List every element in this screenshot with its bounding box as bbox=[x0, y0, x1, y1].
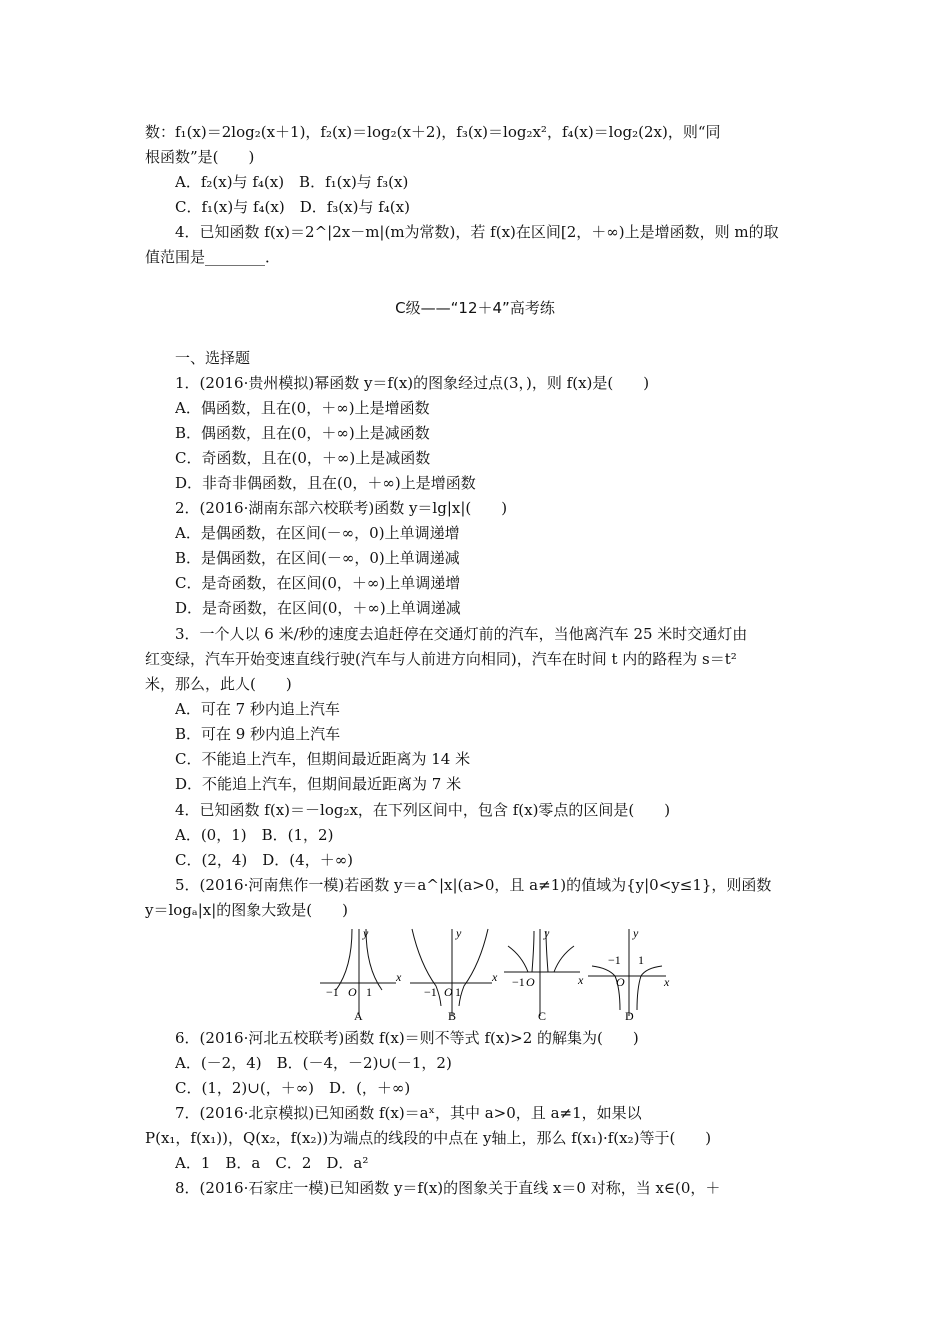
x-axis-label: x bbox=[492, 970, 498, 984]
option-line: C．f₁(x)与 f₄(x) D．f₃(x)与 f₄(x) bbox=[175, 198, 410, 216]
question-line: 1．(2016·贵州模拟)幂函数 y＝f(x)的图象经过点(3，)，则 f(x)是( ) bbox=[175, 374, 650, 392]
question-line: 6．(2016·河北五校联考)函数 f(x)＝则不等式 f(x)>2 的解集为( ) bbox=[175, 1029, 639, 1047]
section-heading: C级——“12＋4”高考练 bbox=[395, 299, 555, 317]
option-line: C．奇函数，且在(0，＋∞)上是减函数 bbox=[175, 449, 431, 467]
tick-label: −1 bbox=[424, 985, 437, 999]
graph-a bbox=[320, 926, 402, 1022]
option-line: A．(－2，4) B．(－4，－2)∪(－1，2) bbox=[175, 1054, 452, 1072]
text-line: 红变绿，汽车开始变速直线行驶(汽车与人前进方向相同)，汽车在时间 t 内的路程为 s＝t² bbox=[145, 650, 737, 668]
option-line: A．偶函数，且在(0，＋∞)上是增函数 bbox=[175, 399, 430, 417]
option-line: A．f₂(x)与 f₄(x) B．f₁(x)与 f₃(x) bbox=[175, 173, 409, 191]
option-line: A．1 B．a C．2 D．a² bbox=[175, 1154, 369, 1172]
y-axis-label: y bbox=[544, 926, 550, 940]
graph-b bbox=[410, 926, 498, 1022]
option-label: A bbox=[354, 1009, 363, 1022]
option-line: C．是奇函数，在区间(0，＋∞)上单调递增 bbox=[175, 574, 461, 592]
graph-c bbox=[504, 926, 584, 1022]
text-line: 数：f₁(x)＝2log₂(x＋1)，f₂(x)＝log₂(x＋2)，f₃(x)＝log₂x²，f₄(x)＝log₂(2x)，则“同 bbox=[145, 123, 721, 141]
text-line: P(x₁，f(x₁))，Q(x₂，f(x₂))为端点的线段的中点在 y轴上，那么 f(x₁)·f(x₂)等于( ) bbox=[145, 1129, 712, 1147]
origin-label: O bbox=[348, 985, 357, 999]
option-line: A．是偶函数，在区间(－∞，0)上单调递增 bbox=[175, 524, 460, 542]
option-line: A．可在 7 秒内追上汽车 bbox=[175, 700, 340, 718]
option-label: B bbox=[448, 1009, 457, 1022]
tick-label: 1 bbox=[366, 985, 372, 999]
option-line: B．可在 9 秒内追上汽车 bbox=[175, 725, 341, 743]
tick-label: 1 bbox=[455, 985, 461, 999]
option-line: B．偶函数，且在(0，＋∞)上是减函数 bbox=[175, 424, 430, 442]
x-axis-label: x bbox=[578, 973, 584, 987]
option-line: D．非奇非偶函数，且在(0，＋∞)上是增函数 bbox=[175, 474, 476, 492]
answer-graphs bbox=[312, 926, 672, 1022]
text-line: y＝logₐ|x|的图象大致是( ) bbox=[145, 901, 348, 919]
option-line: C．(1，2)∪(，＋∞) D．(，＋∞) bbox=[175, 1079, 411, 1097]
question-line: 5．(2016·河南焦作一模)若函数 y＝a^|x|(a>0，且 a≠1)的值域为{y|0<y≤1}，则函数 bbox=[175, 876, 772, 894]
option-line: D．是奇函数，在区间(0，＋∞)上单调递减 bbox=[175, 599, 461, 617]
option-line: C．不能追上汽车，但期间最近距离为 14 米 bbox=[175, 750, 471, 768]
tick-label: 1 bbox=[638, 953, 644, 967]
origin-label: O bbox=[616, 975, 625, 989]
option-label: D bbox=[625, 1009, 634, 1022]
text-line: 根函数”是( ) bbox=[145, 148, 255, 166]
origin-label: O bbox=[526, 975, 535, 989]
text-line: 米，那么，此人( ) bbox=[145, 675, 292, 693]
x-axis-label: x bbox=[396, 970, 402, 984]
tick-label: −1 bbox=[608, 953, 621, 967]
origin-label: O bbox=[444, 985, 453, 999]
graph-d bbox=[588, 926, 670, 1022]
option-line: B．是偶函数，在区间(－∞，0)上单调递减 bbox=[175, 549, 460, 567]
y-axis-label: y bbox=[633, 926, 639, 940]
option-label: C bbox=[538, 1009, 547, 1022]
x-axis-label: x bbox=[664, 975, 670, 989]
option-line: C．(2，4) D．(4，＋∞) bbox=[175, 851, 354, 869]
question-line: 2．(2016·湖南东部六校联考)函数 y＝lg|x|( ) bbox=[175, 499, 508, 517]
option-line: D．不能追上汽车，但期间最近距离为 7 米 bbox=[175, 775, 462, 793]
question-line: 4．已知函数 f(x)＝2^|2x－m|(m为常数)，若 f(x)在区间[2，＋∞)上是增函数，则 m的取 bbox=[175, 223, 779, 241]
tick-label: −1 bbox=[326, 985, 339, 999]
question-line: 7．(2016·北京模拟)已知函数 f(x)＝aˣ，其中 a>0，且 a≠1，如果以 bbox=[175, 1104, 642, 1122]
tick-label: −1 bbox=[512, 975, 525, 989]
y-axis-label: y bbox=[363, 926, 369, 940]
question-line: 4．已知函数 f(x)＝－log₂x，在下列区间中，包含 f(x)零点的区间是( ) bbox=[175, 801, 671, 819]
option-line: A．(0，1) B．(1，2) bbox=[175, 826, 334, 844]
question-line: 3．一个人以 6 米/秒的速度去追赶停在交通灯前的汽车，当他离汽车 25 米时交通灯由 bbox=[175, 625, 748, 643]
subsection-title: 一、选择题 bbox=[175, 349, 251, 367]
question-line: 8．(2016·石家庄一模)已知函数 y＝f(x)的图象关于直线 x＝0 对称，当 x∈(0，＋ bbox=[175, 1179, 721, 1197]
y-axis-label: y bbox=[456, 926, 462, 940]
text-line: 值范围是________． bbox=[145, 248, 281, 266]
